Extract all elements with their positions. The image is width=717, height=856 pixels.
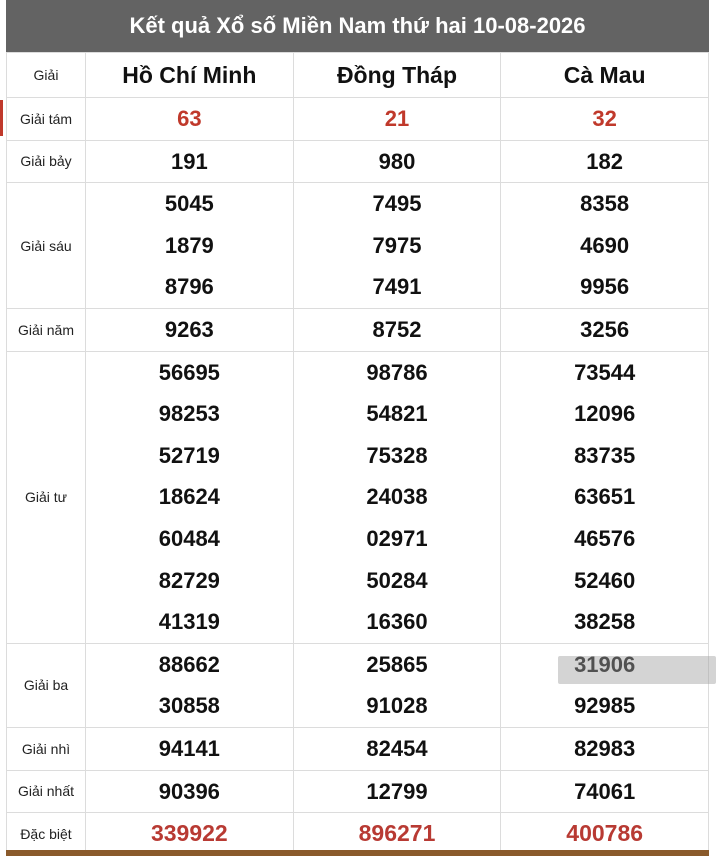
result-number: 92985: [574, 693, 636, 719]
prize-label: Giải năm: [7, 308, 86, 351]
result-number: 38258: [574, 609, 636, 635]
result-number: 4690: [580, 232, 630, 258]
page-title: Kết quả Xổ số Miền Nam thứ hai 10-08-2026: [6, 0, 709, 52]
prize-cell: [86, 351, 294, 643]
result-number: 7495: [372, 191, 422, 217]
result-number: 90396: [158, 778, 220, 804]
result-number: 73544: [574, 359, 636, 385]
result-number: 8796: [164, 274, 214, 300]
prize-cell: [86, 643, 294, 727]
result-number: 8752: [372, 316, 422, 342]
result-number: 98786: [366, 359, 428, 385]
prize-cell: [86, 770, 294, 813]
header-prize-label: Giải: [7, 53, 86, 98]
prize-cell: [293, 98, 501, 141]
table-row-prize-2: [7, 727, 709, 770]
result-number: 82454: [366, 735, 428, 761]
result-number: 9956: [580, 274, 630, 300]
result-number: 896271: [358, 820, 436, 847]
result-number: 32: [592, 106, 617, 131]
prize-label: Giải tư: [7, 351, 86, 643]
result-number: 56695: [158, 359, 220, 385]
watermark-logo: [558, 656, 716, 684]
table-row-prize-7: [7, 140, 709, 183]
prize-cell: [86, 140, 294, 183]
prize-cell: [86, 98, 294, 141]
prize-cell: [293, 140, 501, 183]
active-row-marker: [0, 100, 3, 136]
result-number: 21: [384, 106, 410, 131]
result-number: 46576: [574, 525, 636, 551]
result-number: 12096: [574, 401, 636, 427]
result-number: 980: [378, 148, 416, 174]
table-row-prize-8: [7, 98, 709, 141]
prize-cell: [501, 770, 709, 813]
province-hcm[interactable]: Hồ Chí Minh: [86, 53, 294, 98]
prize-cell: [293, 351, 501, 643]
prize-label: Đặc biệt: [7, 813, 86, 856]
result-number: 182: [586, 148, 624, 174]
table-header-row: [7, 53, 709, 98]
table-row-prize-5: [7, 308, 709, 351]
prize-cell: [293, 643, 501, 727]
results-table-frame: [6, 0, 709, 856]
result-number: 63651: [574, 484, 636, 510]
prize-cell: [293, 183, 501, 309]
result-number: 3256: [580, 316, 630, 342]
result-number: 83735: [574, 442, 636, 468]
prize-label: Giải bảy: [7, 140, 86, 183]
prize-cell: [86, 813, 294, 856]
result-number: 7975: [372, 232, 422, 258]
result-number: 98253: [158, 401, 220, 427]
result-number: 52719: [158, 442, 220, 468]
prize-cell: [293, 813, 501, 856]
result-number: 7491: [372, 274, 422, 300]
result-number: 60484: [158, 525, 220, 551]
prize-cell: [293, 770, 501, 813]
result-number: 41319: [158, 609, 220, 635]
result-number: 02971: [366, 525, 428, 551]
result-number: 63: [177, 106, 202, 131]
table-row-prize-special: [7, 813, 709, 856]
prize-cell: [86, 308, 294, 351]
prize-cell: [501, 140, 709, 183]
result-number: 191: [170, 148, 208, 174]
result-number: 50284: [366, 567, 428, 593]
prize-label: Giải nhì: [7, 727, 86, 770]
prize-label: Giải nhất: [7, 770, 86, 813]
prize-cell: [293, 727, 501, 770]
result-number: 88662: [158, 651, 220, 677]
prize-label: Giải sáu: [7, 183, 86, 309]
table-row-prize-1: [7, 770, 709, 813]
prize-cell: [293, 308, 501, 351]
prize-cell: [501, 727, 709, 770]
result-number: 31906: [574, 651, 636, 677]
result-number: 82729: [158, 567, 220, 593]
result-number: 1879: [164, 232, 214, 258]
result-number: 9263: [164, 316, 214, 342]
bottom-border-bar: [6, 850, 709, 856]
table-row-prize-4: [7, 351, 709, 643]
prize-cell: [501, 98, 709, 141]
result-number: 339922: [150, 820, 228, 847]
result-number: 8358: [580, 191, 630, 217]
prize-cell: [501, 183, 709, 309]
result-number: 400786: [566, 820, 644, 847]
results-table: [6, 52, 709, 856]
result-number: 52460: [574, 567, 636, 593]
prize-cell: [501, 351, 709, 643]
result-number: 91028: [366, 693, 428, 719]
prize-cell: [86, 727, 294, 770]
result-number: 54821: [366, 401, 428, 427]
result-number: 5045: [164, 191, 214, 217]
result-number: 30858: [158, 693, 220, 719]
province-dong-thap[interactable]: Đồng Tháp: [293, 53, 501, 98]
result-number: 94141: [158, 735, 220, 761]
province-ca-mau[interactable]: Cà Mau: [501, 53, 709, 98]
prize-cell: [86, 183, 294, 309]
prize-cell: [501, 813, 709, 856]
result-number: 74061: [574, 778, 636, 804]
prize-label: Giải tám: [7, 98, 86, 141]
result-number: 75328: [366, 442, 428, 468]
result-number: 25865: [366, 651, 428, 677]
result-number: 12799: [366, 778, 428, 804]
result-number: 82983: [574, 735, 636, 761]
prize-cell: [501, 308, 709, 351]
prize-label: Giải ba: [7, 643, 86, 727]
result-number: 16360: [366, 609, 428, 635]
result-number: 24038: [366, 484, 428, 510]
result-number: 18624: [158, 484, 220, 510]
table-row-prize-6: [7, 183, 709, 309]
